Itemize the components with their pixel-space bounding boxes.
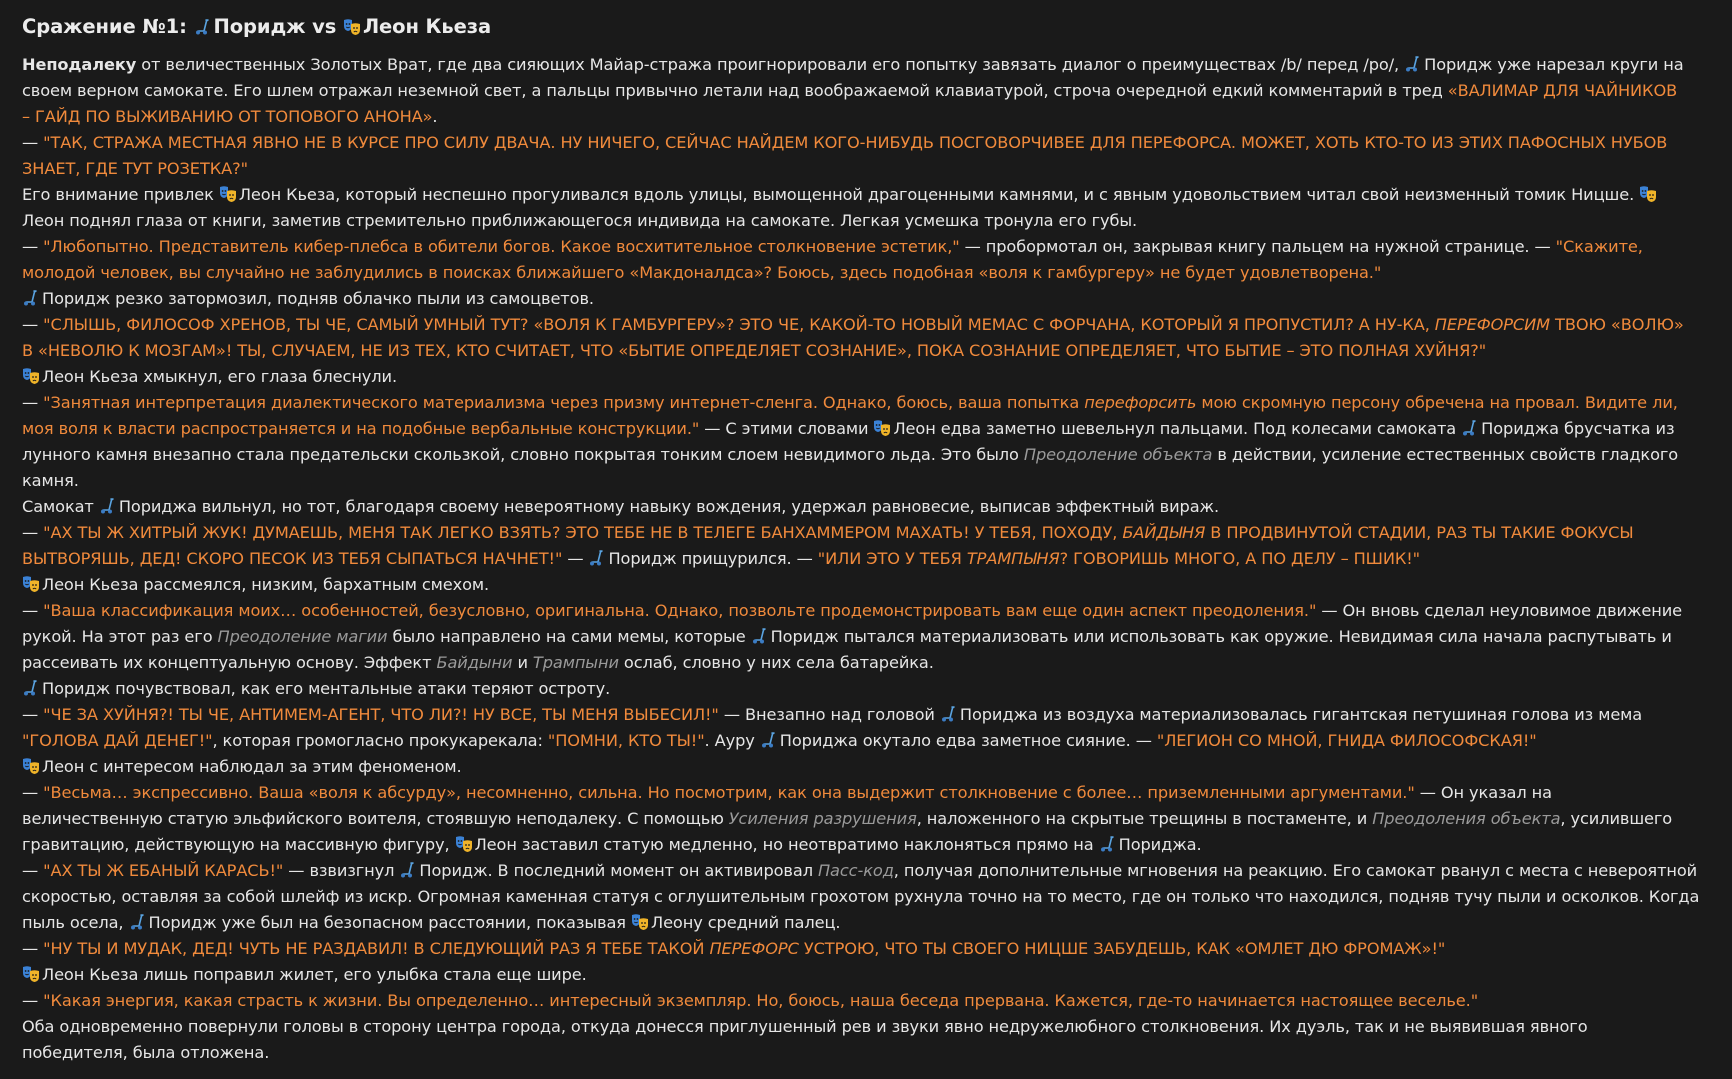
narration-text: рукой. На этот раз его xyxy=(22,627,218,646)
narration-text: — пробормотал он, закрывая книгу пальцем на нужной странице. — xyxy=(959,237,1556,256)
narration-text: . Ауру xyxy=(704,731,760,750)
text-line xyxy=(22,858,1698,884)
theater-masks-icon xyxy=(631,913,649,931)
text-line xyxy=(22,572,1687,598)
text-line xyxy=(22,78,1687,104)
narration-text: — xyxy=(22,939,44,958)
text-line xyxy=(22,182,1687,208)
text-line xyxy=(22,546,1687,572)
quote-text: "ЧЕ ЗА ХУЙНЯ?! ТЫ ЧЕ, АНТИМЕМ-АГЕНТ, ЧТО ЛИ?! НУ ВСЕ, ТЫ МЕНЯ ВЫБЕСИЛ!" xyxy=(43,705,719,724)
narration-text: . xyxy=(432,107,438,126)
text-line xyxy=(22,936,1687,962)
narration-text: , наложенного на скрытые трещины в постаменте, и xyxy=(916,809,1373,828)
text-line xyxy=(22,728,1687,754)
narration-text: пыль осела, xyxy=(22,913,129,932)
text-line xyxy=(22,104,1687,130)
text-line xyxy=(22,156,1687,182)
scooter-icon xyxy=(399,861,417,879)
quote-text: УСТРОЮ, ЧТО ТЫ СВОЕГО НИЦШЕ ЗАБУДЕШЬ, КАК «ОМЛЕТ ДЮ ФРОМАЖ»!" xyxy=(798,939,1446,958)
narration-text: Леон Кьеза лишь поправил жилет, его улыбка стала еще шире. xyxy=(42,965,587,984)
theater-masks-icon xyxy=(22,367,40,385)
text-line xyxy=(22,754,1687,780)
quote-text: – ГАЙД ПО ВЫЖИВАНИЮ ОТ ТОПОВОГО АНОНА» xyxy=(22,107,433,126)
scooter-icon xyxy=(194,18,212,36)
scooter-icon xyxy=(1099,835,1117,853)
text-line xyxy=(22,364,1687,390)
text-line xyxy=(22,1014,1687,1040)
quote-text: БАЙДЫНЯ xyxy=(1122,523,1206,542)
text-line xyxy=(22,286,1687,312)
quote-text: моя воля к власти распространяется и на подобные вербальные конструкции." xyxy=(22,419,700,438)
text-line xyxy=(22,208,1687,234)
text-line xyxy=(22,806,1687,832)
narration-text: — Внезапно над головой xyxy=(718,705,940,724)
narration-text: Поридж почувствовал, как его ментальные атаки теряют остроту. xyxy=(42,679,611,698)
text-line xyxy=(22,130,1687,156)
theater-masks-icon xyxy=(455,835,473,853)
section-heading xyxy=(22,12,1687,42)
narration-text: — xyxy=(22,861,44,880)
quote-text: молодой человек, вы случайно не заблудились в поисках ближайшего «Макдоналдса»? Боюсь, здесь подобная «воля к гамбургеру» не будет удовлетворена." xyxy=(22,263,1382,282)
narration-text: победителя, была отложена. xyxy=(22,1043,270,1062)
text-line xyxy=(22,780,1687,806)
text-line xyxy=(22,650,1687,676)
narration-text: , получая дополнительные мгновения на реакцию. Его самокат рванул с места с невероятной xyxy=(893,861,1698,880)
narration-text: Поридж уже нарезал круги на xyxy=(1424,55,1684,74)
text-line xyxy=(22,884,1700,910)
quote-text: ТРАМПЫНЯ xyxy=(966,549,1060,568)
scooter-icon xyxy=(129,913,147,931)
text-line xyxy=(22,234,1687,260)
narration-text: , которая громогласно прокукарекала: xyxy=(212,731,548,750)
narration-text: — xyxy=(22,705,44,724)
quote-text: «ВАЛИМАР ДЛЯ ЧАЙНИКОВ xyxy=(1447,81,1678,100)
ability-name: Трампыни xyxy=(532,653,619,672)
narration-text: — xyxy=(22,393,44,412)
scooter-icon xyxy=(22,289,40,307)
narration-text: — xyxy=(22,601,44,620)
document-body xyxy=(22,0,1700,1066)
narration-text: было направлено на сами мемы, которые xyxy=(387,627,751,646)
text-line xyxy=(22,910,1687,936)
ability-name: Преодоление магии xyxy=(217,627,388,646)
quote-text: "Скажите, xyxy=(1555,237,1643,256)
ability-name: Усиления разрушения xyxy=(728,809,917,828)
ability-name: Преодоления объекта xyxy=(1372,809,1561,828)
text-line xyxy=(22,598,1687,624)
text-line xyxy=(22,338,1687,364)
narration-text: Пориджа брусчатка из xyxy=(1481,419,1675,438)
quote-text: "Какая энергия, какая страсть к жизни. Вы определенно… интересный экземпляр. Но, боюсь, наша беседа прервана. Кажется, где-то начинается настоящее веселье." xyxy=(43,991,1479,1010)
ability-name: Преодоление объекта xyxy=(1023,445,1213,464)
quote-text: "СЛЫШЬ, ФИЛОСОФ ХРЕНОВ, ТЫ ЧЕ, САМЫЙ УМНЫЙ ТУТ? «ВОЛЯ К ГАМБУРГЕРУ»? ЭТО ЧЕ, КАКОЙ-ТО НОВЫЙ МЕМАС С ФОРЧАНА, КОТОРЫЙ Я ПРОПУСТИЛ? А НУ-КА, xyxy=(43,315,1435,334)
narration-text: — xyxy=(22,523,44,542)
narration-text: — xyxy=(22,783,44,802)
text-line xyxy=(22,676,1687,702)
text-line xyxy=(22,624,1687,650)
heading-vs: vs xyxy=(305,15,343,38)
narration-text: скоростью, оставляя за собой шлейф из искр. Огромная каменная статуя с оглушительным грохотом рухнула точно на то место, где он только что находился, подняв тучу пыли и осколков. Когда xyxy=(22,887,1700,906)
narration-text: Леон Кьеза рассмеялся, низким, бархатным смехом. xyxy=(42,575,490,594)
text-line xyxy=(22,312,1687,338)
heading-player-2: Леон Кьеза xyxy=(362,15,492,38)
theater-masks-icon xyxy=(873,419,891,437)
text-line xyxy=(22,468,1687,494)
narration-text: Оба одновременно повернули головы в сторону центра города, откуда донесся приглушенный рев и звуки явно недружелюбного столкновения. Их дуэль, так и не выявившая явного xyxy=(22,1017,1588,1036)
theater-masks-icon xyxy=(219,185,237,203)
quote-text: "НУ ТЫ И МУДАК, ДЕД! ЧУТЬ НЕ РАЗДАВИЛ! В СЛЕДУЮЩИЙ РАЗ Я ТЕБЕ ТАКОЙ xyxy=(43,939,710,958)
narration-text: лунного камня внезапно стала предательски скользкой, словно покрытая тонким слоем невидимого льда. Это было xyxy=(22,445,1024,464)
narration-text: — взвизгнул xyxy=(283,861,400,880)
quote-text: ПЕРЕФОРС xyxy=(709,939,799,958)
narration-text: Самокат xyxy=(22,497,99,516)
theater-masks-icon xyxy=(22,575,40,593)
quote-text: перефорсить xyxy=(1084,393,1197,412)
quote-text: "ГОЛОВА ДАЙ ДЕНЕГ!" xyxy=(22,731,213,750)
ability-name: Байдыни xyxy=(436,653,513,672)
narration-text: в действии, усиление естественных свойств гладкого xyxy=(1212,445,1679,464)
quote-text: "Ваша классификация моих… особенностей, безусловно, оригинальна. Однако, позвольте продемонстрировать вам еще один аспект преодоления." xyxy=(43,601,1317,620)
text-line xyxy=(22,962,1687,988)
theater-masks-icon xyxy=(22,757,40,775)
narration-text: — Он вновь сделал неуловимое движение xyxy=(1316,601,1683,620)
narration-text: своем верном самокате. Его шлем отражал неземной свет, а пальцы привычно летали над воображаемой клавиатурой, строча очередной едкий комментарий в тред xyxy=(22,81,1448,100)
narration-text: Его внимание привлек xyxy=(22,185,219,204)
narration-text: , усилившего xyxy=(1560,809,1673,828)
narration-text: Леон заставил статую медленно, но неотвратимо наклоняться прямо на xyxy=(474,835,1099,854)
narration-text: Поридж уже был на безопасном расстоянии, показывая xyxy=(148,913,631,932)
quote-text: "Занятная интерпретация диалектического материализма через призму интернет-сленга. Однако, боюсь, ваша попытка xyxy=(43,393,1085,412)
quote-text: "ИЛИ ЭТО У ТЕБЯ xyxy=(817,549,967,568)
narration-text: Поридж. В последний момент он активировал xyxy=(419,861,818,880)
quote-text: "Весьма… экспрессивно. Ваша «воля к абсурду», несомненно, сильна. Но посмотрим, как она выдержит столкновение с более… приземленными аргументами." xyxy=(43,783,1415,802)
narration-text: Пориджа окутало едва заметное сияние. — xyxy=(779,731,1157,750)
quote-text: ТВОЮ «ВОЛЮ» xyxy=(1550,315,1684,334)
narration-text: Леон с интересом наблюдал за этим феноменом. xyxy=(42,757,462,776)
narration-text: Леон поднял глаза от книги, заметив стремительно приближающегося индивида на самокате. Легкая усмешка тронула его губы. xyxy=(22,211,1138,230)
scooter-icon xyxy=(1404,55,1422,73)
quote-text: "АХ ТЫ Ж ХИТРЫЙ ЖУК! ДУМАЕШЬ, МЕНЯ ТАК ЛЕГКО ВЗЯТЬ? ЭТО ТЕБЕ НЕ В ТЕЛЕГЕ БАНХАММЕРОМ МАХАТЬ! У ТЕБЯ, ПОХОДУ, xyxy=(43,523,1123,542)
theater-masks-icon xyxy=(343,18,361,36)
scooter-icon xyxy=(588,549,606,567)
narration-text: камня. xyxy=(22,471,79,490)
narration-text: ослаб, словно у них села батарейка. xyxy=(618,653,934,672)
theater-masks-icon xyxy=(1639,185,1657,203)
quote-text: ЗНАЕТ, ГДЕ ТУТ РОЗЕТКА?" xyxy=(22,159,248,178)
story-text xyxy=(22,52,1700,1066)
text-line xyxy=(22,416,1687,442)
narration-text: — Он указал на xyxy=(1414,783,1552,802)
quote-text: "АХ ТЫ Ж ЕБАНЫЙ КАРАСЬ!" xyxy=(43,861,284,880)
quote-text: "Любопытно. Представитель кибер-плебса в обители богов. Какое восхитительное столкновение эстетик," xyxy=(43,237,960,256)
narration-text: рассеивать их концептуальную основу. Эффект xyxy=(22,653,437,672)
text-line xyxy=(22,988,1687,1014)
scooter-icon xyxy=(99,497,117,515)
quote-text: ? ГОВОРИШЬ МНОГО, А ПО ДЕЛУ – ПШИК!" xyxy=(1059,549,1421,568)
narration-text: Поридж резко затормозил, подняв облачко пыли из самоцветов. xyxy=(42,289,594,308)
scooter-icon xyxy=(22,679,40,697)
narration-text: Пориджа вильнул, но тот, благодаря своему невероятному навыку вождения, удержал равновесие, выписав эффектный вираж. xyxy=(118,497,1220,516)
quote-text: ВЫТВОРЯШЬ, ДЕД! СКОРО ПЕСОК ИЗ ТЕБЯ СЫПАТЬСЯ НАЧНЕТ!" xyxy=(22,549,563,568)
text-line xyxy=(22,702,1687,728)
narration-text: Пориджа из воздуха материализовалась гигантская петушиная голова из мема xyxy=(959,705,1643,724)
text-line xyxy=(22,260,1687,286)
heading-prefix: Сражение №1: xyxy=(22,15,194,38)
narration-text: Леон едва заметно шевельнул пальцами. Под колесами самоката xyxy=(893,419,1462,438)
quote-text: В ПРОДВИНУТОЙ СТАДИИ, РАЗ ТЫ ТАКИЕ ФОКУСЫ xyxy=(1205,523,1634,542)
theater-masks-icon xyxy=(22,965,40,983)
narration-text: Леон Кьеза хмыкнул, его глаза блеснули. xyxy=(42,367,397,386)
scooter-icon xyxy=(751,627,769,645)
quote-text: "ЛЕГИОН СО МНОЙ, ГНИДА ФИЛОСОФСКАЯ!" xyxy=(1156,731,1537,750)
narration-text: Поридж пытался материализовать или использовать как оружие. Невидимая сила начала распутывать и xyxy=(770,627,1672,646)
narration-text: — xyxy=(22,991,44,1010)
scooter-icon xyxy=(1461,419,1479,437)
text-line xyxy=(22,494,1687,520)
narration-text: Пориджа. xyxy=(1118,835,1202,854)
text-line xyxy=(22,52,1687,78)
quote-text: "ПОМНИ, КТО ТЫ!" xyxy=(547,731,705,750)
narration-text: — С этими словами xyxy=(699,419,874,438)
text-line xyxy=(22,442,1687,468)
quote-text: В «НЕВОЛЮ К МОЗГАМ»! ТЫ, СЛУЧАЕМ, НЕ ИЗ ТЕХ, КТО СЧИТАЕТ, ЧТО «БЫТИЕ ОПРЕДЕЛЯЕТ СОЗНАНИЕ», ПОКА СОЗНАНИЕ ОПРЕДЕЛЯЕТ, ЧТО БЫТИЕ – ЭТО ПОЛНАЯ ХУЙНЯ?" xyxy=(22,341,1487,360)
narration-text: Неподалеку xyxy=(22,55,137,74)
narration-text: — xyxy=(22,133,44,152)
scooter-icon xyxy=(760,731,778,749)
narration-text: величественную статую эльфийского воителя, стоявшую неподалеку. С помощью xyxy=(22,809,729,828)
quote-text: мою скромную персону обречена на провал. Видите ли, xyxy=(1196,393,1678,412)
ability-name: Пасс-код xyxy=(817,861,894,880)
narration-text: гравитацию, действующую на массивную фигуру, xyxy=(22,835,455,854)
quote-text: "ТАК, СТРАЖА МЕСТНАЯ ЯВНО НЕ В КУРСЕ ПРО СИЛУ ДВАЧА. НУ НИЧЕГО, СЕЙЧАС НАЙДЕМ КОГО-НИБУДЬ ПОСГОВОРЧИВЕЕ ДЛЯ ПЕРЕФОРСА. МОЖЕТ, ХОТЬ КТО-ТО ИЗ ЭТИХ ПАФОСНЫХ НУБОВ xyxy=(43,133,1668,152)
heading-player-1: Поридж xyxy=(213,15,306,38)
narration-text: и xyxy=(512,653,533,672)
narration-text: Леону средний палец. xyxy=(651,913,841,932)
text-line xyxy=(22,832,1687,858)
scooter-icon xyxy=(940,705,958,723)
narration-text: Поридж прищурился. — xyxy=(608,549,818,568)
quote-text: ПЕРЕФОРСИМ xyxy=(1434,315,1551,334)
narration-text: — xyxy=(22,315,44,334)
text-line xyxy=(22,520,1687,546)
text-line xyxy=(22,390,1687,416)
narration-text: — xyxy=(562,549,589,568)
narration-text: Леон Кьеза, который неспешно прогуливался вдоль улицы, вымощенной драгоценными камнями, и с явным удовольствием читал свой неизменный томик Ницше. xyxy=(238,185,1640,204)
text-line xyxy=(22,1040,1687,1066)
narration-text: от величественных Золотых Врат, где два сияющих Майар-стража проигнорировали его попытку завязать диалог о преимуществах /b/ перед /po/, xyxy=(136,55,1405,74)
narration-text: — xyxy=(22,237,44,256)
